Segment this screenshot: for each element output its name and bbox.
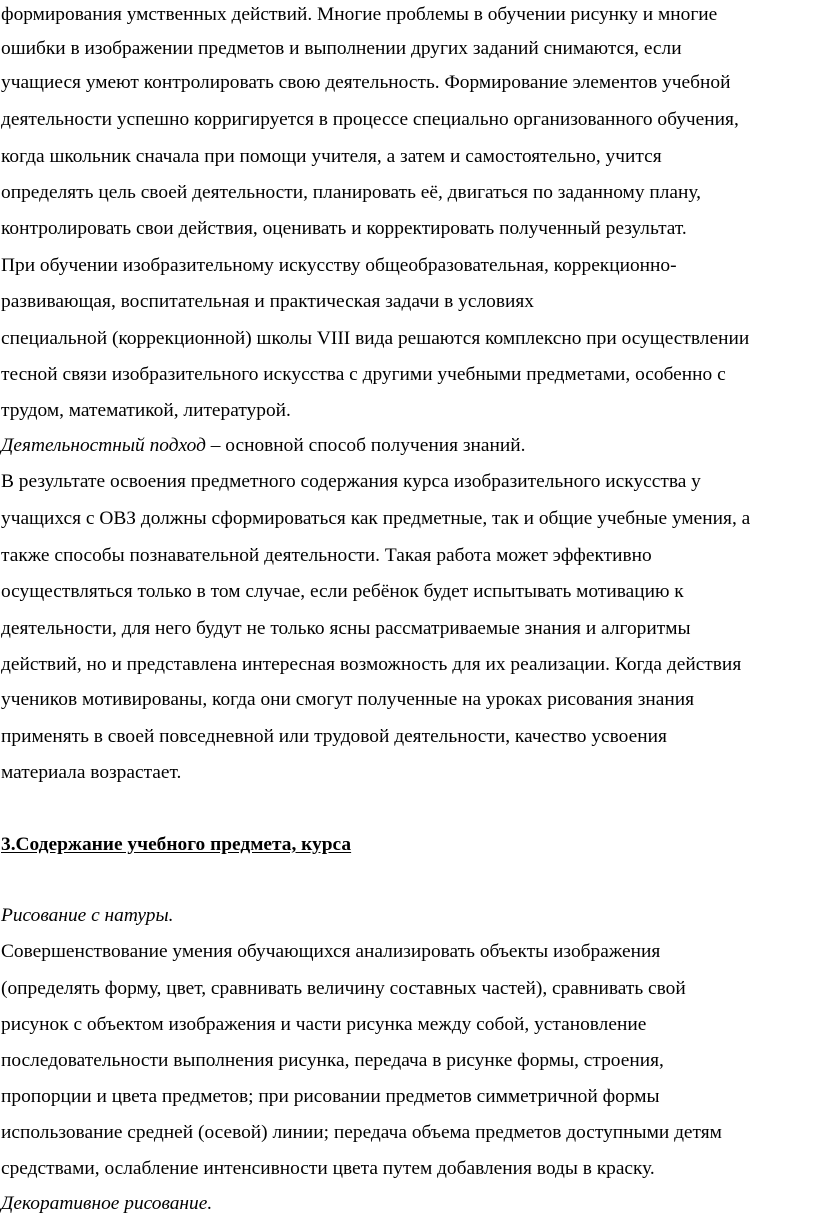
- text-line: (определять форму, цвет, сравнивать величину составных частей), сравнивать свой: [1, 978, 686, 999]
- text-line: развивающая, воспитательная и практическая задачи в условиях: [1, 291, 534, 312]
- text-line: средствами, ослабление интенсивности цвета путем добавления воды в краску.: [1, 1158, 655, 1179]
- text-line: деятельности, для него будут не только ясны рассматриваемые знания и алгоритмы: [1, 618, 691, 639]
- text-line: ошибки в изображении предметов и выполнении других заданий снимаются, если: [1, 38, 682, 59]
- text-line: определять цель своей деятельности, планировать её, двигаться по заданному плану,: [1, 182, 702, 203]
- text-line: пропорции и цвета предметов; при рисовании предметов симметричной формы: [1, 1086, 660, 1107]
- italic-term: Деятельностный подход: [1, 435, 206, 456]
- text-span: – основной способ получения знаний.: [205, 435, 526, 456]
- text-line: При обучении изобразительному искусству общеобразовательная, коррекционно-: [1, 255, 677, 276]
- text-line: деятельности успешно корригируется в процессе специально организованного обучения,: [1, 109, 739, 130]
- text-line: учеников мотивированы, когда они смогут полученные на уроках рисования знания: [1, 689, 695, 710]
- text-line: действий, но и представлена интересная возможность для их реализации. Когда действия: [1, 654, 742, 675]
- text-line: использование средней (осевой) линии; передача объема предметов доступными детям: [1, 1122, 722, 1143]
- text-line: Совершенствование умения обучающихся анализировать объекты изображения: [1, 941, 661, 962]
- text-line: В результате освоения предметного содержания курса изобразительного искусства у: [1, 471, 701, 492]
- text-line: также способы познавательной деятельности. Такая работа может эффективно: [1, 545, 652, 566]
- text-line: контролировать свои действия, оценивать и корректировать полученный результат.: [1, 218, 687, 239]
- text-line: формирования умственных действий. Многие проблемы в обучении рисунку и многие: [1, 4, 718, 25]
- text-line: когда школьник сначала при помощи учителя, а затем и самостоятельно, учится: [1, 146, 662, 167]
- text-line: [1, 434, 525, 458]
- section-heading: 3.Содержание учебного предмета, курса: [1, 834, 352, 855]
- text-line: трудом, математикой, литературой.: [1, 400, 291, 421]
- text-line: рисунок с объектом изображения и части рисунка между собой, установление: [1, 1014, 647, 1035]
- subsection-title: Рисование с натуры.: [1, 905, 174, 926]
- text-line: последовательности выполнения рисунка, передача в рисунке формы, строения,: [1, 1050, 664, 1071]
- text-line: тесной связи изобразительного искусства с другими учебными предметами, особенно с: [1, 364, 726, 385]
- text-line: учащиеся умеют контролировать свою деятельность. Формирование элементов учебной: [1, 72, 731, 93]
- text-line: специальной (коррекционной) школы VIII вида решаются комплексно при осуществлении: [1, 328, 750, 349]
- text-line: материала возрастает.: [1, 762, 182, 783]
- text-line: осуществляться только в том случае, если ребёнок будет испытывать мотивацию к: [1, 581, 684, 602]
- subsection-title: Декоративное рисование.: [1, 1193, 213, 1214]
- text-line: применять в своей повседневной или трудовой деятельности, качество усвоения: [1, 726, 667, 747]
- text-line: учащихся с ОВЗ должны сформироваться как предметные, так и общие учебные умения, а: [1, 508, 751, 529]
